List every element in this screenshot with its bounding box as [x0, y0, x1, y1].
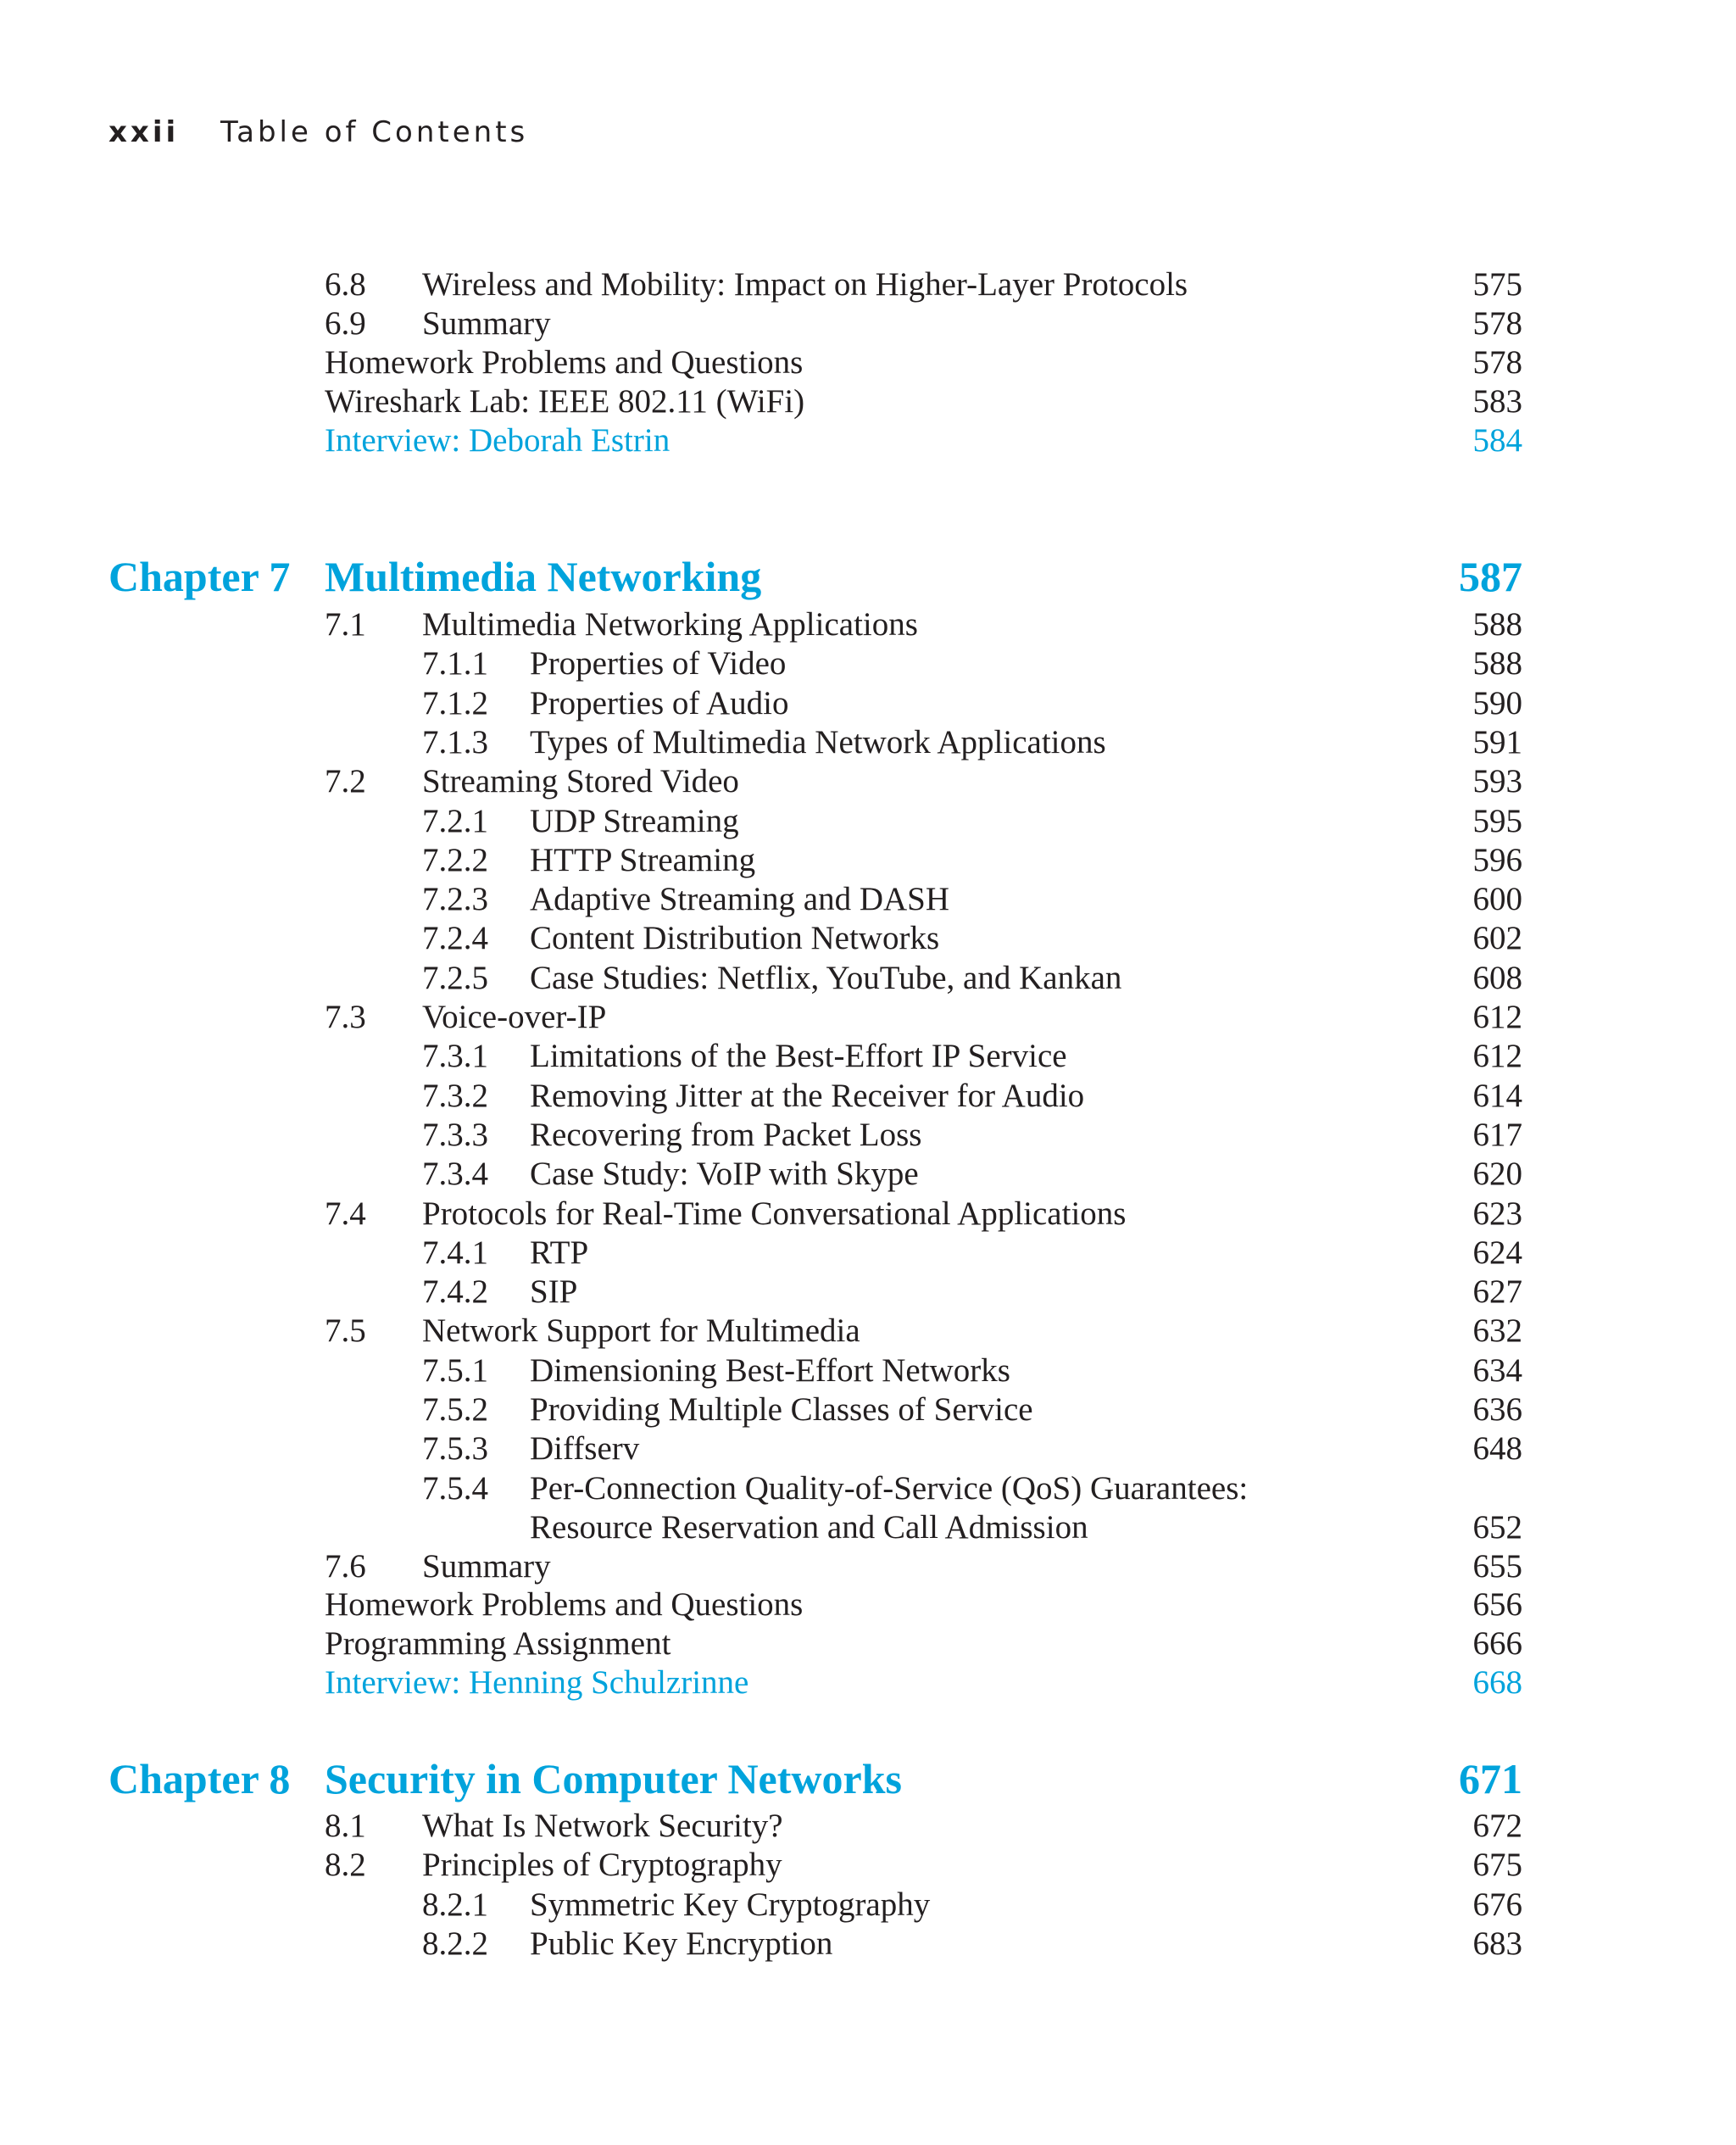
toc-entry[interactable] [0, 1390, 1736, 1429]
page-number: 676 [1472, 1886, 1522, 1923]
section-number: 7.5 [325, 1312, 366, 1350]
toc-entry[interactable] [0, 919, 1736, 958]
toc-entry[interactable] [0, 1925, 1736, 1964]
toc-entry[interactable] [0, 1429, 1736, 1468]
entry-title: Homework Problems and Questions [325, 1586, 804, 1623]
page-number: 666 [1472, 1625, 1522, 1662]
section-number: 7.2.5 [422, 959, 488, 996]
entry-title: Interview: Henning Schulzrinne [325, 1664, 749, 1701]
page-number: 668 [1472, 1664, 1522, 1701]
toc-entry[interactable] [0, 1886, 1736, 1925]
toc-entry-6-9[interactable] [0, 304, 1736, 343]
entry-title: Homework Problems and Questions [325, 344, 804, 381]
toc-entry[interactable] [0, 959, 1736, 998]
section-number: 7.3.4 [422, 1156, 488, 1193]
chapter-title: Security in Computer Networks [325, 1755, 902, 1802]
toc-entry[interactable] [0, 605, 1736, 644]
section-number: 8.2.2 [422, 1925, 488, 1962]
toc-entry[interactable] [0, 1807, 1736, 1846]
page-number: 636 [1472, 1391, 1522, 1428]
toc-entry[interactable] [0, 644, 1736, 683]
section-number: 7.4 [325, 1195, 366, 1232]
page-number: 612 [1472, 999, 1522, 1035]
section-title: UDP Streaming [530, 802, 739, 839]
page-number: 591 [1472, 723, 1522, 760]
page-number: 675 [1472, 1847, 1522, 1884]
toc-entry[interactable] [0, 1547, 1736, 1586]
toc-entry[interactable] [0, 1195, 1736, 1234]
page-number: 593 [1472, 763, 1522, 800]
section-title: Principles of Cryptography [422, 1847, 782, 1884]
section-number: 7.3.2 [422, 1077, 488, 1114]
toc-entry-ch7-homework[interactable] [0, 1585, 1736, 1624]
section-number: 7.1.2 [422, 684, 488, 722]
section-number: 8.2.1 [422, 1886, 488, 1923]
section-title: Diffserv [530, 1430, 640, 1468]
toc-entry[interactable] [0, 841, 1736, 880]
chapter-page: 587 [1459, 553, 1522, 600]
page-number: 595 [1472, 802, 1522, 839]
section-title: Public Key Encryption [530, 1925, 833, 1962]
toc-entry[interactable] [0, 1273, 1736, 1312]
page-number: 620 [1472, 1156, 1522, 1193]
toc-entry[interactable] [0, 1234, 1736, 1273]
section-title: Symmetric Key Cryptography [530, 1886, 931, 1923]
section-number: 7.3.1 [422, 1038, 488, 1075]
section-number: 7.4.2 [422, 1273, 488, 1311]
chapter-page: 671 [1459, 1755, 1522, 1802]
section-number: 7.4.1 [422, 1234, 488, 1271]
toc-entry[interactable] [0, 1469, 1736, 1508]
page-number: 655 [1472, 1548, 1522, 1585]
page-number: 588 [1472, 606, 1522, 643]
page-folio: xxii [108, 115, 180, 149]
section-number: 7.2.1 [422, 802, 488, 839]
page-number: 652 [1472, 1508, 1522, 1546]
chapter-8-heading[interactable] [0, 1752, 1736, 1806]
section-title: Protocols for Real-Time Conversational Applications [422, 1195, 1127, 1232]
section-title: SIP [530, 1273, 578, 1311]
page-number: 600 [1472, 881, 1522, 918]
entry-title: Interview: Deborah Estrin [325, 422, 670, 459]
section-number: 7.1.1 [422, 645, 488, 682]
toc-entry-ch7-programming[interactable] [0, 1624, 1736, 1663]
page-number: 614 [1472, 1077, 1522, 1114]
section-title: Properties of Video [530, 645, 787, 682]
page-number: 612 [1472, 1038, 1522, 1075]
toc-entry[interactable] [0, 1351, 1736, 1390]
toc-entry-6-8[interactable] [0, 265, 1736, 304]
chapter-label: Chapter 7 [108, 553, 291, 600]
page-number: 634 [1472, 1351, 1522, 1389]
section-number: 7.2 [325, 763, 366, 800]
section-number: 6.9 [325, 305, 366, 342]
toc-entry[interactable] [0, 802, 1736, 841]
section-number: 7.5.4 [422, 1469, 488, 1507]
section-number: 8.2 [325, 1847, 366, 1884]
page-number: 588 [1472, 645, 1522, 682]
section-number: 7.1.3 [422, 723, 488, 760]
section-title: Wireless and Mobility: Impact on Higher-Layer Protocols [422, 266, 1188, 303]
toc-entry[interactable] [0, 684, 1736, 723]
section-title: Providing Multiple Classes of Service [530, 1391, 1033, 1428]
section-title: Streaming Stored Video [422, 763, 739, 800]
toc-entry-ch6-interview[interactable] [0, 421, 1736, 460]
chapter-7-heading[interactable] [0, 549, 1736, 604]
section-number: 7.5.3 [422, 1430, 488, 1468]
toc-entry[interactable] [0, 1846, 1736, 1885]
section-title: Per-Connection Quality-of-Service (QoS) Guarantees: [530, 1469, 1249, 1507]
section-title: Recovering from Packet Loss [530, 1116, 922, 1153]
section-title: Adaptive Streaming and DASH [530, 881, 950, 918]
chapter-label: Chapter 8 [108, 1755, 291, 1802]
toc-entry-ch6-wireshark-lab[interactable] [0, 382, 1736, 421]
section-title: Limitations of the Best-Effort IP Service [530, 1038, 1067, 1075]
entry-title: Wireshark Lab: IEEE 802.11 (WiFi) [325, 383, 805, 420]
toc-entry[interactable] [0, 1312, 1736, 1351]
chapter-title: Multimedia Networking [325, 553, 762, 600]
page-number: 648 [1472, 1430, 1522, 1468]
section-title: Content Distribution Networks [530, 920, 940, 957]
page-number: 623 [1472, 1195, 1522, 1232]
section-number: 7.3.3 [422, 1116, 488, 1153]
section-title: What Is Network Security? [422, 1808, 783, 1844]
section-title: RTP [530, 1234, 589, 1271]
toc-entry[interactable] [0, 762, 1736, 801]
toc-entry[interactable] [0, 998, 1736, 1037]
toc-entry-ch6-homework[interactable] [0, 343, 1736, 382]
section-number: 7.3 [325, 999, 366, 1035]
page-number: 590 [1472, 684, 1522, 722]
section-title: Types of Multimedia Network Applications [530, 723, 1106, 760]
page-number: 602 [1472, 920, 1522, 957]
section-title: Network Support for Multimedia [422, 1312, 860, 1350]
page-number: 624 [1472, 1234, 1522, 1271]
toc-entry[interactable] [0, 880, 1736, 919]
toc-entry[interactable] [0, 1508, 1736, 1547]
page-number: 584 [1472, 422, 1522, 459]
section-title: Case Study: VoIP with Skype [530, 1156, 919, 1193]
toc-entry[interactable] [0, 1077, 1736, 1116]
section-title: Dimensioning Best-Effort Networks [530, 1351, 1010, 1389]
page-number: 617 [1472, 1116, 1522, 1153]
section-title: Multimedia Networking Applications [422, 606, 918, 643]
section-number: 8.1 [325, 1808, 366, 1844]
section-title: Properties of Audio [530, 684, 789, 722]
section-number: 7.2.2 [422, 841, 488, 878]
toc-entry[interactable] [0, 723, 1736, 762]
section-number: 7.5.1 [422, 1351, 488, 1389]
page-number: 583 [1472, 383, 1522, 420]
section-title: Resource Reservation and Call Admission [530, 1508, 1088, 1546]
entry-title: Programming Assignment [325, 1625, 671, 1662]
section-title: Voice-over-IP [422, 999, 607, 1035]
section-number: 7.1 [325, 606, 366, 643]
toc-entry[interactable] [0, 1037, 1736, 1076]
page-number: 578 [1472, 305, 1522, 342]
page-number: 683 [1472, 1925, 1522, 1962]
section-title: Removing Jitter at the Receiver for Audio [530, 1077, 1085, 1114]
section-number: 7.5.2 [422, 1391, 488, 1428]
page-number: 672 [1472, 1808, 1522, 1844]
section-title: Case Studies: Netflix, YouTube, and Kankan [530, 959, 1122, 996]
page-number: 632 [1472, 1312, 1522, 1350]
section-number: 7.2.4 [422, 920, 488, 957]
running-head [108, 112, 528, 153]
page-number: 575 [1472, 266, 1522, 303]
section-number: 7.2.3 [422, 881, 488, 918]
page-number: 596 [1472, 841, 1522, 878]
page-number: 578 [1472, 344, 1522, 381]
section-number: 7.6 [325, 1548, 366, 1585]
page-number: 656 [1472, 1586, 1522, 1623]
page-number: 608 [1472, 959, 1522, 996]
toc-entry[interactable] [0, 1116, 1736, 1155]
running-head-title: Table of Contents [220, 115, 529, 149]
section-title: HTTP Streaming [530, 841, 756, 878]
section-number: 6.8 [325, 266, 366, 303]
toc-entry-ch7-interview[interactable] [0, 1663, 1736, 1702]
page-number: 627 [1472, 1273, 1522, 1311]
toc-entry[interactable] [0, 1155, 1736, 1194]
section-title: Summary [422, 305, 551, 342]
section-title: Summary [422, 1548, 551, 1585]
